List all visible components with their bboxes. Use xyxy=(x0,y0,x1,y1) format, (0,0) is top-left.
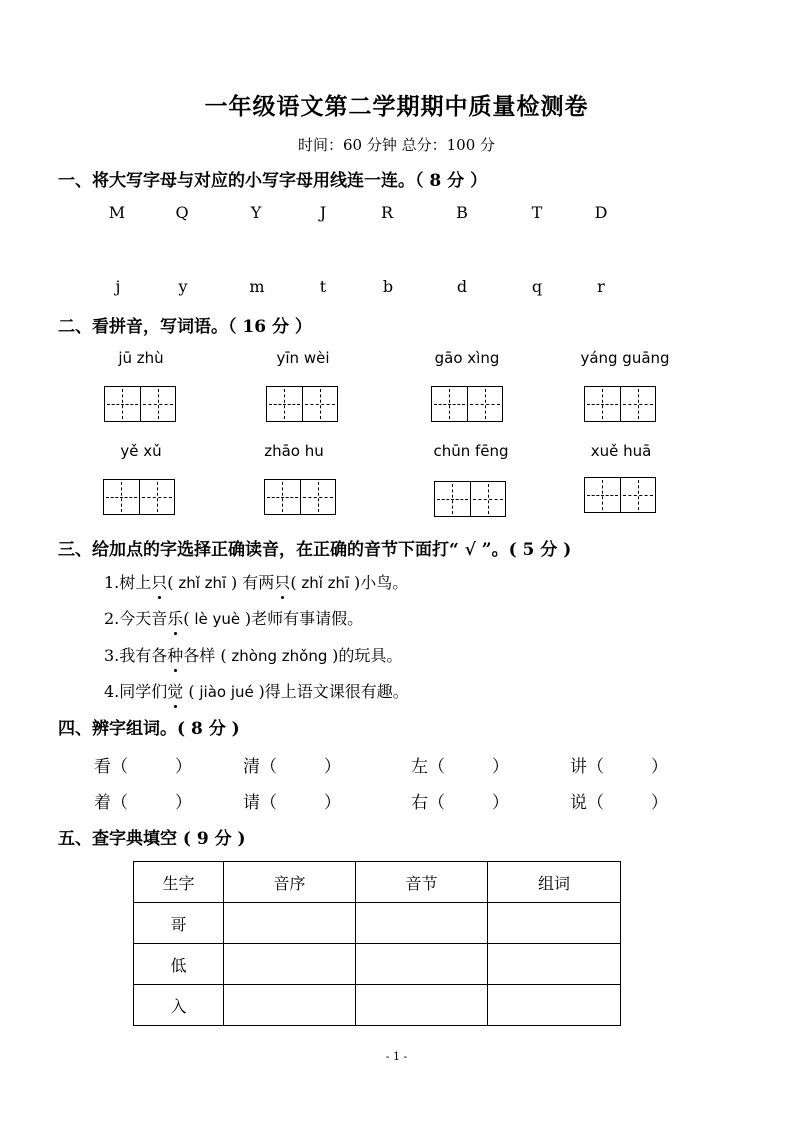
word-character: 清 xyxy=(243,757,260,777)
lowercase-letter: b xyxy=(382,277,394,296)
uppercase-letter: Q xyxy=(175,203,189,222)
pinyin-prompt: yě xǔ xyxy=(120,442,162,460)
uppercase-letter: T xyxy=(531,203,543,222)
char-cell: 哥 xyxy=(134,903,224,944)
open-paren: （ xyxy=(428,793,445,813)
writing-grid[interactable] xyxy=(264,479,336,515)
reading-choice-item xyxy=(104,643,402,666)
close-paren: ） xyxy=(492,757,509,777)
word-blank[interactable] xyxy=(94,788,192,813)
uppercase-letter: J xyxy=(319,203,327,222)
lowercase-letter: r xyxy=(597,277,605,296)
section-1-heading: 一、将大写字母与对应的小写字母用线连一连。（ 8 分 ） xyxy=(58,171,488,191)
sentence-text: ) 有两 xyxy=(230,573,275,592)
close-paren: ） xyxy=(651,793,668,813)
writing-grid[interactable] xyxy=(103,479,175,515)
answer-cell[interactable] xyxy=(224,944,356,985)
pinyin-prompt: zhāo hu xyxy=(264,442,324,460)
section-3-heading: 三、给加点的字选择正确读音，在正确的音节下面打“ √ ”。( 5 分 ) xyxy=(58,540,572,560)
dotted-character: 只 xyxy=(151,573,168,592)
page-number: - 1 - xyxy=(385,1050,408,1063)
dotted-character: 只 xyxy=(274,573,291,592)
word-blank[interactable] xyxy=(570,788,668,813)
dotted-character: 觉 xyxy=(167,682,184,701)
section-2-heading: 二、看拼音，写词语。（ 16 分 ） xyxy=(58,317,312,337)
sentence-text: )的玩具。 xyxy=(332,646,403,665)
header-cell: 生字 xyxy=(134,862,224,903)
lowercase-letter: d xyxy=(456,277,468,296)
uppercase-letter: M xyxy=(108,203,126,222)
table-row xyxy=(134,985,621,1026)
close-paren: ） xyxy=(651,757,668,777)
sentence-text: 4.同学们 xyxy=(104,682,168,701)
sentence-text: )小鸟。 xyxy=(353,573,409,592)
table-row xyxy=(134,944,621,985)
dotted-character: 种 xyxy=(167,646,184,665)
pinyin-prompt: jū zhù xyxy=(118,349,164,367)
word-blank[interactable] xyxy=(94,752,192,777)
close-paren: ） xyxy=(175,757,192,777)
close-paren: ） xyxy=(492,793,509,813)
word-character: 着 xyxy=(94,793,111,813)
char-cell: 低 xyxy=(134,944,224,985)
word-character: 讲 xyxy=(570,757,587,777)
pinyin-prompt: chūn fēng xyxy=(433,442,509,460)
dictionary-table xyxy=(133,861,621,1026)
pinyin-prompt: yīn wèi xyxy=(276,349,330,367)
reading-choice-item xyxy=(104,606,363,629)
word-blank[interactable] xyxy=(411,752,509,777)
lowercase-letter: q xyxy=(531,277,543,296)
uppercase-letter: Y xyxy=(250,203,262,222)
uppercase-letter: B xyxy=(456,203,468,222)
pinyin-prompt: yáng guāng xyxy=(580,349,670,367)
sentence-text: 2.今天音 xyxy=(104,609,168,628)
answer-cell[interactable] xyxy=(488,944,621,985)
pinyin-options[interactable]: zhǐ zhī xyxy=(296,574,354,592)
header-cell: 音序 xyxy=(224,862,356,903)
uppercase-letter: R xyxy=(380,203,394,222)
lowercase-letter: y xyxy=(178,277,188,296)
pinyin-options[interactable]: zhǐ zhī xyxy=(173,574,231,592)
sentence-text: ( xyxy=(183,609,190,628)
sentence-text: ( xyxy=(290,573,297,592)
sentence-text: )老师有事请假。 xyxy=(244,609,364,628)
pinyin-prompt: gāo xìng xyxy=(434,349,500,367)
answer-cell[interactable] xyxy=(356,985,488,1026)
writing-grid[interactable] xyxy=(584,477,656,513)
word-blank[interactable] xyxy=(411,788,509,813)
pinyin-options[interactable]: lè yuè xyxy=(189,610,245,628)
section-5-heading: 五、查字典填空 ( 9 分 ) xyxy=(58,829,246,849)
pinyin-options[interactable]: jiào jué xyxy=(194,683,259,701)
open-paren: （ xyxy=(111,793,128,813)
answer-cell[interactable] xyxy=(224,985,356,1026)
table-header-row xyxy=(134,862,621,903)
writing-grid[interactable] xyxy=(266,386,338,422)
close-paren: ） xyxy=(175,793,192,813)
word-character: 看 xyxy=(94,757,111,777)
word-character: 左 xyxy=(411,757,428,777)
close-paren: ） xyxy=(324,757,341,777)
sentence-text: 3.我有各 xyxy=(104,646,168,665)
sentence-text: ( xyxy=(183,682,195,701)
lowercase-letter: m xyxy=(249,277,265,296)
writing-grid[interactable] xyxy=(434,481,506,517)
close-paren: ） xyxy=(324,793,341,813)
answer-cell[interactable] xyxy=(488,903,621,944)
reading-choice-item xyxy=(104,679,409,702)
uppercase-letter: D xyxy=(594,203,608,222)
lowercase-letter: j xyxy=(115,277,121,296)
open-paren: （ xyxy=(260,793,277,813)
header-cell: 音节 xyxy=(356,862,488,903)
word-blank[interactable] xyxy=(243,788,341,813)
word-blank[interactable] xyxy=(243,752,341,777)
reading-choice-item xyxy=(104,570,408,593)
open-paren: （ xyxy=(260,757,277,777)
time-score-info: 时间：60 分钟 总分：100 分 xyxy=(297,136,496,154)
header-cell: 组词 xyxy=(488,862,621,903)
writing-grid[interactable] xyxy=(104,386,176,422)
answer-cell[interactable] xyxy=(356,903,488,944)
open-paren: （ xyxy=(111,757,128,777)
pinyin-options[interactable]: zhòng zhǒng xyxy=(226,647,333,665)
sentence-text: 1.树上 xyxy=(104,573,152,592)
open-paren: （ xyxy=(587,757,604,777)
section-4-heading: 四、辨字组词。( 8 分 ) xyxy=(58,719,240,739)
open-paren: （ xyxy=(428,757,445,777)
answer-cell[interactable] xyxy=(224,903,356,944)
sentence-text: 各样 ( xyxy=(183,646,227,665)
pinyin-prompt: xuě huā xyxy=(590,442,652,460)
word-character: 说 xyxy=(570,793,587,813)
char-cell: 入 xyxy=(134,985,224,1026)
word-blank[interactable] xyxy=(570,752,668,777)
dotted-character: 乐 xyxy=(167,609,184,628)
word-character: 请 xyxy=(243,793,260,813)
table-row xyxy=(134,903,621,944)
open-paren: （ xyxy=(587,793,604,813)
writing-grid[interactable] xyxy=(584,386,656,422)
lowercase-letter: t xyxy=(319,277,327,296)
answer-cell[interactable] xyxy=(488,985,621,1026)
page-title: 一年级语文第二学期期中质量检测卷 xyxy=(204,93,589,120)
sentence-text: ( xyxy=(167,573,174,592)
answer-cell[interactable] xyxy=(356,944,488,985)
word-character: 右 xyxy=(411,793,428,813)
sentence-text: )得上语文课很有趣。 xyxy=(258,682,409,701)
writing-grid[interactable] xyxy=(431,386,503,422)
